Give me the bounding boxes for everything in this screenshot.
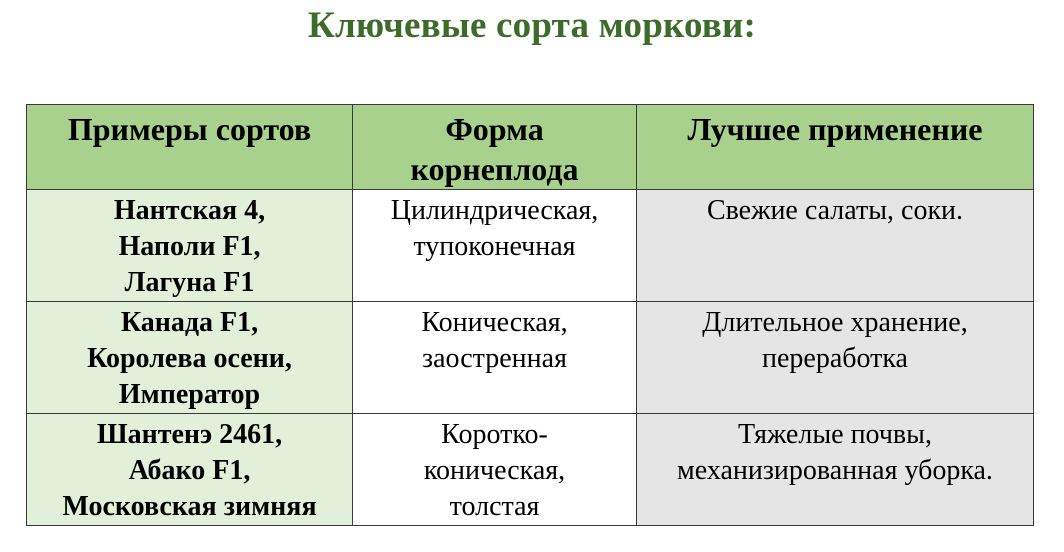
shape-text: толстая: [449, 491, 540, 522]
shape-text: Коротко-: [441, 419, 548, 450]
variety-names-cell: [27, 302, 353, 414]
carrot-varieties-table: [26, 104, 1034, 526]
table-row: [27, 302, 1034, 414]
best-use-cell: [637, 302, 1034, 414]
variety-name: Наполи F1,: [118, 231, 261, 262]
root-shape-cell: [353, 414, 637, 526]
variety-name: Абако F1,: [128, 455, 251, 486]
page-title: Ключевые сорта моркови:: [307, 5, 757, 46]
shape-text: коническая,: [423, 455, 566, 486]
best-use-cell: [637, 190, 1034, 302]
use-text: Длительное хранение,: [702, 307, 968, 338]
header-root-shape: [353, 105, 637, 190]
variety-name: Московская зимняя: [62, 491, 317, 522]
shape-text: тупоконечная: [413, 231, 576, 262]
variety-name: Королева осени,: [87, 343, 292, 374]
variety-name: Лагуна F1: [124, 267, 255, 298]
header-line: корнеплода: [410, 151, 579, 187]
header-line: Лучшее применение: [687, 111, 983, 147]
header-best-use: [637, 105, 1034, 190]
table-header-row: [27, 105, 1034, 190]
variety-names-cell: [27, 414, 353, 526]
use-text: переработка: [762, 343, 908, 374]
root-shape-cell: [353, 302, 637, 414]
header-variety-examples: [27, 105, 353, 190]
use-text: механизированная уборка.: [677, 455, 993, 486]
table-row: [27, 414, 1034, 526]
header-line: Форма: [445, 111, 544, 147]
best-use-cell: [637, 414, 1034, 526]
use-text: Свежие салаты, соки.: [706, 195, 964, 226]
root-shape-cell: [353, 190, 637, 302]
variety-name: Нантская 4,: [113, 195, 266, 226]
shape-text: Коническая,: [421, 307, 568, 338]
shape-text: Цилиндрическая,: [390, 195, 599, 226]
variety-name: Шантенэ 2461,: [96, 419, 283, 450]
header-line: Примеры сортов: [67, 111, 312, 147]
variety-name: Император: [118, 379, 261, 410]
variety-name: Канада F1,: [120, 307, 259, 338]
variety-names-cell: [27, 190, 353, 302]
shape-text: заостренная: [422, 343, 567, 374]
use-text: Тяжелые почвы,: [738, 419, 932, 450]
table-row: [27, 190, 1034, 302]
